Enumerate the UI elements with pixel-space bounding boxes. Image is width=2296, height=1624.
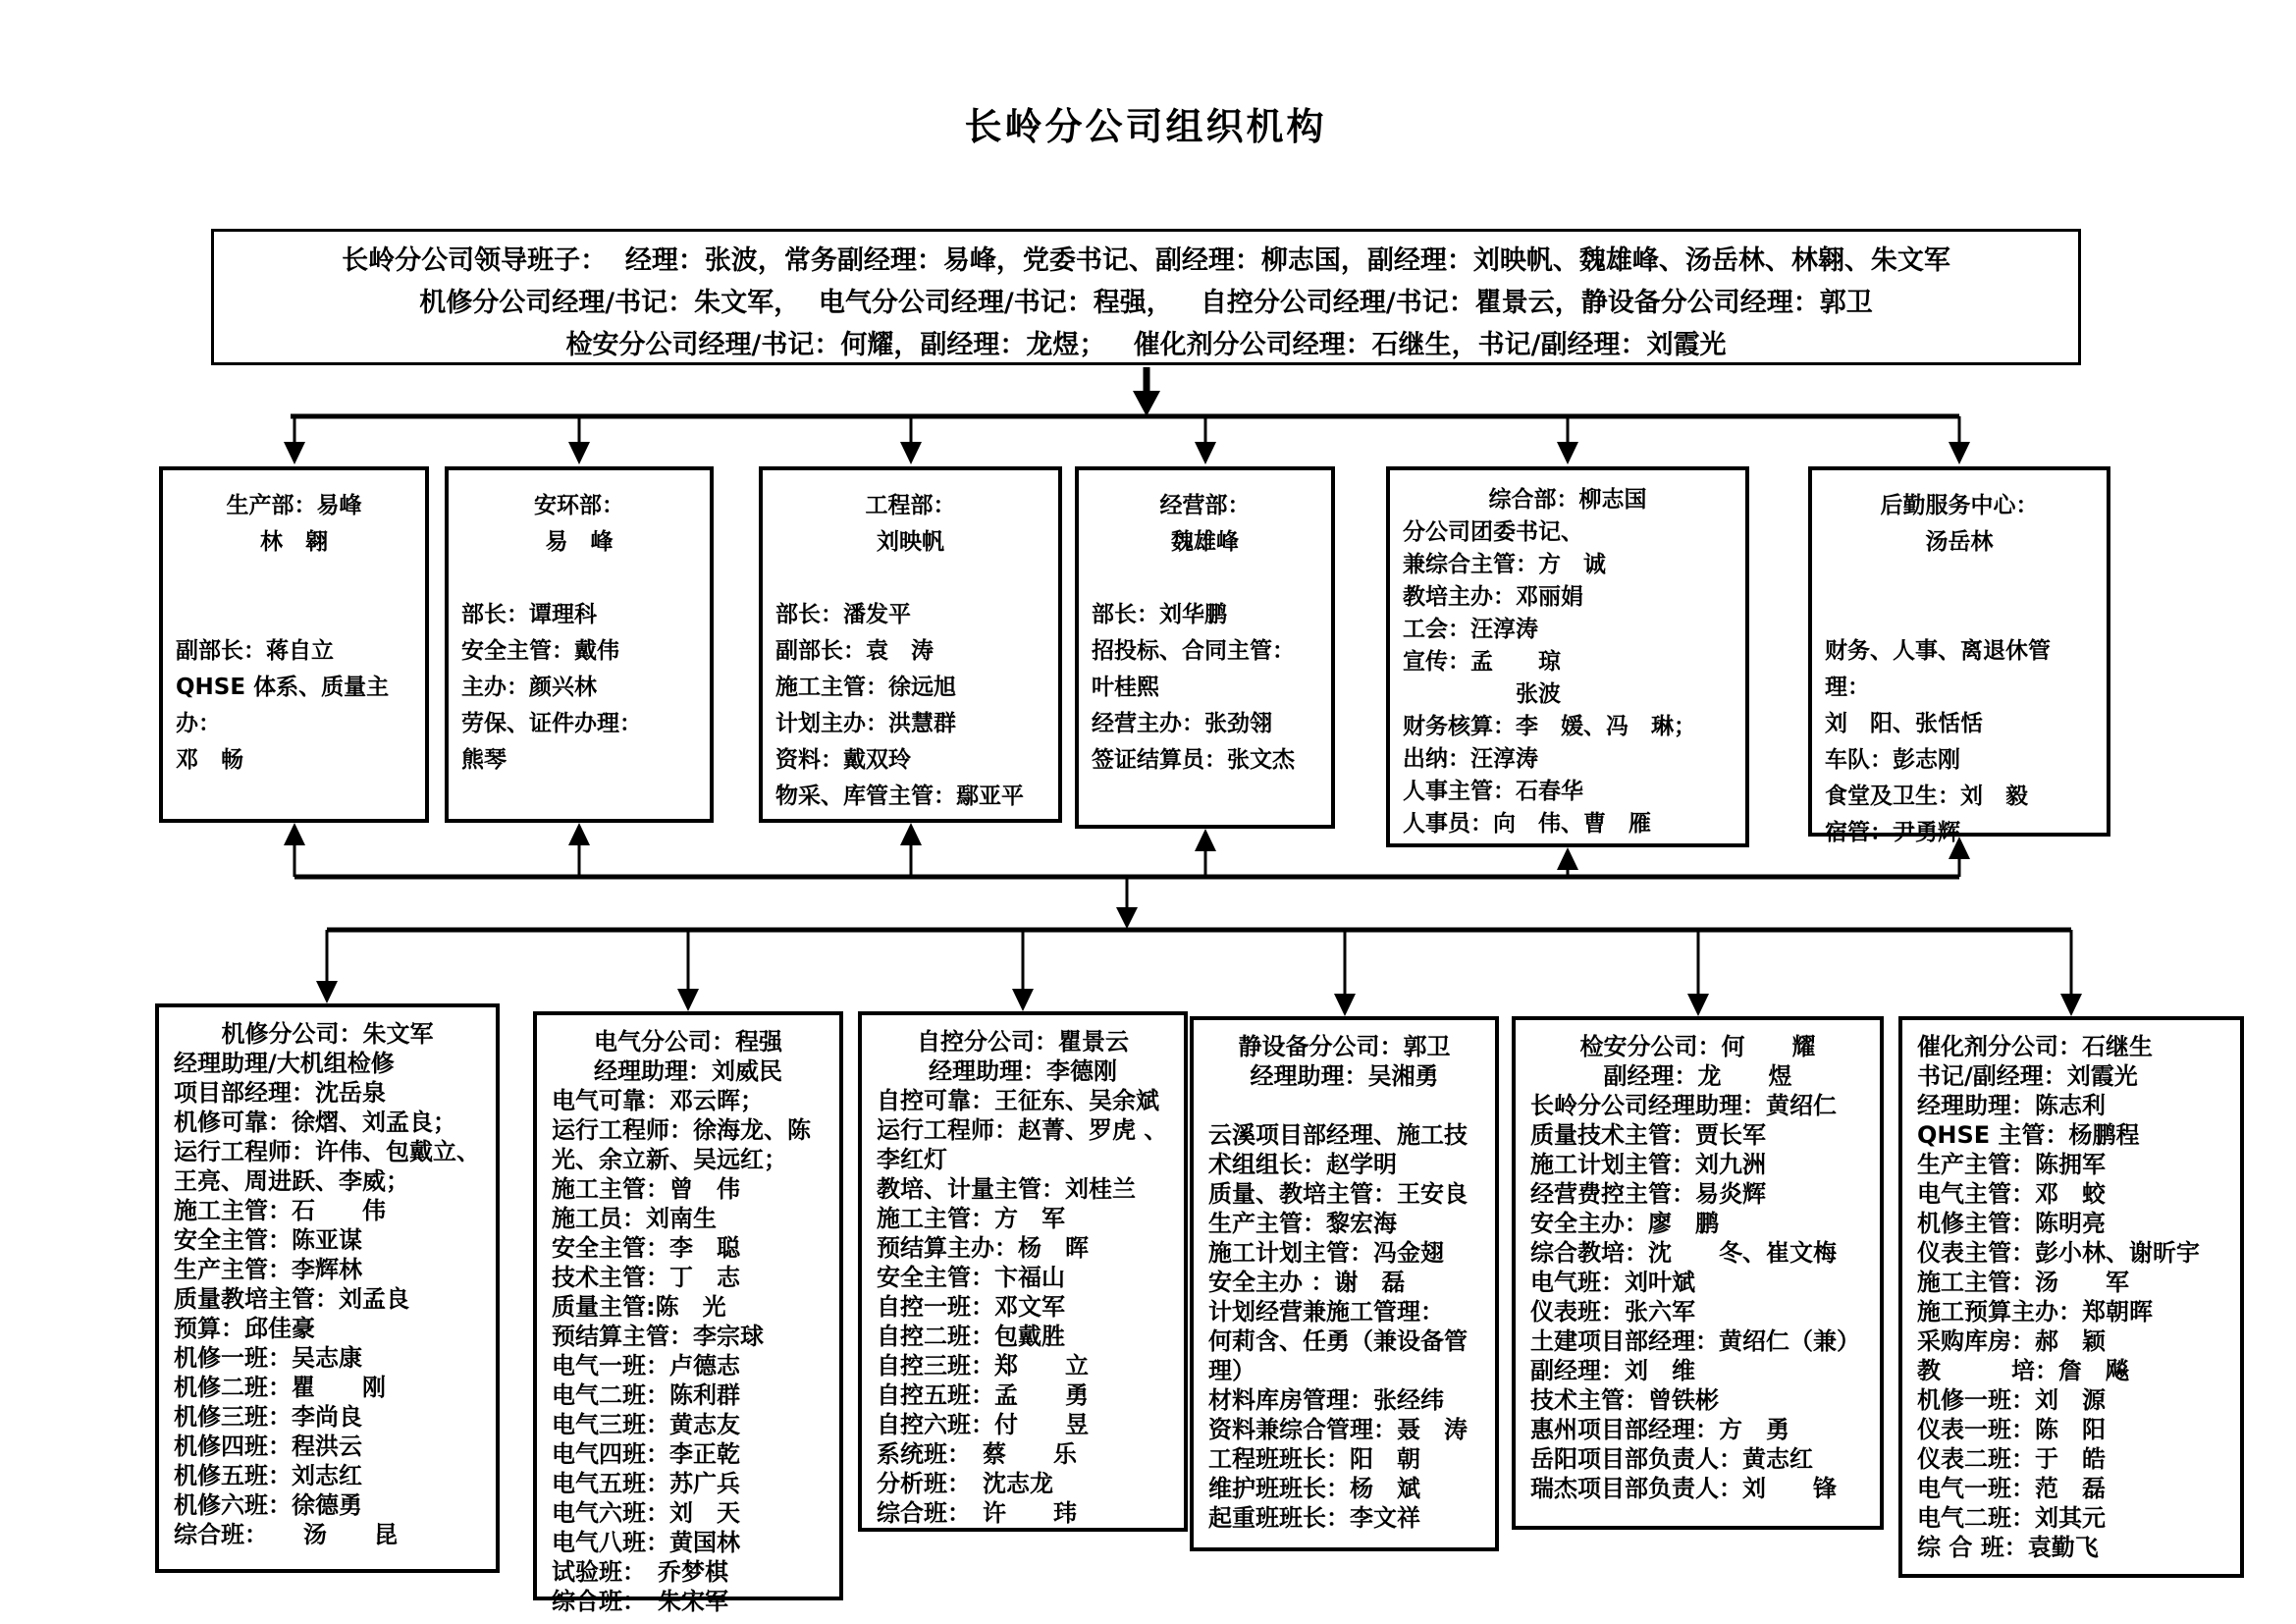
leadership-text bbox=[214, 240, 2078, 366]
dept-box-operations bbox=[1075, 466, 1335, 829]
text-line: 招投标、合同主管： bbox=[1092, 638, 1295, 664]
text-line: 安全主办：廖 鹏 bbox=[1530, 1210, 1719, 1237]
text-line: 人事员：向 伟、曹 雁 bbox=[1403, 811, 1651, 837]
text-line: 安全主管：卞福山 bbox=[877, 1264, 1065, 1291]
text-line: 资料兼综合管理：聂 涛 bbox=[1208, 1416, 1468, 1443]
text-line: 兼综合主管：方 诚 bbox=[1403, 552, 1606, 577]
dept-box-body bbox=[1092, 561, 1318, 779]
text-line: 电气八班：黄国林 bbox=[552, 1529, 740, 1556]
text-line: 电气一班：卢德志 bbox=[552, 1352, 740, 1380]
text-line: 分析班： 沈志龙 bbox=[877, 1470, 1053, 1497]
text-line: 岳阳项目部负责人：黄志红 bbox=[1530, 1445, 1813, 1473]
text-line: 魏雄峰 bbox=[1171, 529, 1239, 555]
text-line: 财务、人事、离退休管理： bbox=[1825, 638, 2051, 700]
rail-b-to-c-arrow bbox=[1116, 877, 1138, 929]
text-line: 电气可靠：邓云晖； bbox=[552, 1087, 764, 1114]
text-line: 计划主办：洪慧群 bbox=[775, 711, 956, 736]
text-line: 材料库房管理：张经纬 bbox=[1208, 1386, 1444, 1414]
text-line: 何莉含、任勇（兼设备管 bbox=[1208, 1327, 1468, 1355]
dept-box-logistics-center bbox=[1808, 466, 2110, 845]
text-line bbox=[1825, 597, 2094, 633]
text-line: 经营部： bbox=[1159, 493, 1251, 518]
text-line: 长岭分公司经理助理：黄绍仁 bbox=[1530, 1092, 1837, 1119]
branch-box-title bbox=[877, 1027, 1169, 1086]
text-line: 熊琴 bbox=[461, 747, 507, 773]
text-line: 安全主管：戴伟 bbox=[461, 638, 619, 664]
text-line: 系统班： 蔡 乐 bbox=[877, 1440, 1077, 1468]
text-line: 车队：彭志刚 bbox=[1825, 747, 1960, 773]
text-line: 王亮、周进跃、李威； bbox=[174, 1167, 409, 1195]
text-line: 施工主管：石 伟 bbox=[174, 1197, 386, 1224]
text-line: 易 峰 bbox=[545, 529, 614, 555]
text-line: 机修可靠：徐熠、刘孟良； bbox=[174, 1109, 456, 1136]
text-line: 后勤服务中心： bbox=[1880, 493, 2039, 518]
text-line: 静设备分公司：郭卫 bbox=[1238, 1033, 1451, 1060]
text-line: 电气三班：黄志友 bbox=[552, 1411, 740, 1438]
text-line: 机修主管：陈明亮 bbox=[1917, 1210, 2106, 1237]
text-line: 电气六班：刘 天 bbox=[552, 1499, 740, 1527]
text-line: 电气班：刘叶斌 bbox=[1530, 1269, 1695, 1296]
text-line: 自控三班：郑 立 bbox=[877, 1352, 1089, 1380]
text-line: 宿管：尹勇辉 bbox=[1825, 820, 1960, 845]
text-line: 安全主办 ：谢 磊 bbox=[1208, 1269, 1406, 1296]
text-line: 安环部： bbox=[534, 493, 624, 518]
text-line: 刘 阳、张恬恬 bbox=[1825, 711, 1983, 736]
text-line: 人事主管：石春华 bbox=[1403, 779, 1583, 804]
text-line: 分公司团委书记、 bbox=[1403, 519, 1583, 545]
text-line: 施工员：刘南生 bbox=[552, 1205, 717, 1232]
dept-box-body bbox=[1825, 561, 2094, 851]
branch-box-title bbox=[1530, 1032, 1865, 1091]
text-line: 财务核算：李 媛、冯 琳； bbox=[1403, 714, 1696, 739]
dept-box-title bbox=[1825, 488, 2094, 561]
text-line: 电气一班：范 磊 bbox=[1917, 1475, 2106, 1502]
text-line: 张波 bbox=[1403, 681, 1561, 707]
branch-box-title bbox=[1917, 1032, 2225, 1061]
branch-box-body bbox=[1530, 1091, 1865, 1503]
dept-box-body bbox=[461, 561, 697, 779]
text-line: 施工主管：徐远旭 bbox=[775, 675, 956, 700]
text-line: 综合班： 朱宋军 bbox=[552, 1588, 728, 1615]
rail-a-drop-arrows bbox=[284, 416, 1970, 464]
text-line: 检安分公司经理/书记：何耀，副经理：龙煜； 催化剂分公司经理：石继生，书记/副经理：刘霞光 bbox=[565, 330, 1727, 360]
branch-box-body bbox=[552, 1086, 825, 1616]
page-title: 长岭分公司组织机构 bbox=[964, 105, 1327, 148]
text-line: 综合班： 汤 昆 bbox=[174, 1521, 398, 1548]
text-line: 机修一班：刘 源 bbox=[1917, 1386, 2106, 1414]
text-line: 机修二班：瞿 刚 bbox=[174, 1374, 386, 1401]
text-line: 施工预算主办：郑朝晖 bbox=[1917, 1298, 2153, 1326]
text-line: 签证结算员：张文杰 bbox=[1092, 747, 1295, 773]
text-line: 李红灯 bbox=[877, 1146, 947, 1173]
text-line bbox=[461, 561, 697, 597]
text-line: 采购库房：郝 颖 bbox=[1917, 1327, 2106, 1355]
text-line: 电气四班：李正乾 bbox=[552, 1440, 740, 1468]
text-line bbox=[1208, 1091, 1480, 1120]
text-line: 劳保、证件办理： bbox=[461, 711, 642, 736]
text-line: 项目部经理：沈岳泉 bbox=[174, 1079, 386, 1107]
text-line: 试验班： 乔梦棋 bbox=[552, 1558, 728, 1586]
text-line: 检安分公司：何 耀 bbox=[1579, 1033, 1816, 1060]
text-line: 工会：汪淳涛 bbox=[1403, 617, 1538, 642]
text-line: 经理助理：刘威民 bbox=[594, 1057, 782, 1085]
text-line: 副经理：刘 维 bbox=[1530, 1357, 1695, 1384]
dept-box-title bbox=[176, 488, 412, 561]
dept-box-production bbox=[159, 466, 429, 823]
text-line: 施工主管：汤 军 bbox=[1917, 1269, 2129, 1296]
text-line: 催化剂分公司：石继生 bbox=[1917, 1033, 2153, 1060]
text-line: 自控分公司：瞿景云 bbox=[917, 1028, 1129, 1056]
text-line: 自控可靠：王征东、吴余斌 bbox=[877, 1087, 1159, 1114]
branch-box-static-equipment bbox=[1190, 1016, 1499, 1551]
text-line: 电气二班：刘其元 bbox=[1917, 1504, 2106, 1532]
branch-box-mechanical-repair bbox=[155, 1003, 500, 1573]
text-line: 自控五班：孟 勇 bbox=[877, 1381, 1089, 1409]
text-line: 出纳：汪淳涛 bbox=[1403, 746, 1538, 772]
text-line: 质量、教培主管：王安良 bbox=[1208, 1180, 1468, 1208]
text-line: 资料：戴双玲 bbox=[775, 747, 911, 773]
text-line: 经理助理：陈志利 bbox=[1917, 1092, 2106, 1119]
text-line: 工程班班长：阳 朝 bbox=[1208, 1445, 1420, 1473]
text-line: 机修一班：吴志康 bbox=[174, 1344, 362, 1372]
dept-box-title bbox=[1092, 488, 1318, 561]
branch-box-title bbox=[174, 1019, 481, 1049]
text-line: 经理助理：李德刚 bbox=[929, 1057, 1117, 1085]
text-line: 部长：刘华鹏 bbox=[1092, 602, 1227, 627]
text-line bbox=[775, 561, 1045, 597]
branch-box-instrument-control bbox=[858, 1011, 1188, 1532]
text-line: QHSE 体系、质量主办： bbox=[176, 675, 390, 736]
branch-box-inspection-safety bbox=[1512, 1016, 1884, 1530]
text-line: 部长：谭理科 bbox=[461, 602, 597, 627]
text-line: 电气主管：邓 蛟 bbox=[1917, 1180, 2106, 1208]
dept-box-general-affairs bbox=[1386, 466, 1749, 847]
text-line: 质量主管:陈 光 bbox=[552, 1293, 726, 1321]
text-line: 施工主管：曾 伟 bbox=[552, 1175, 740, 1203]
text-line: 生产部：易峰 bbox=[226, 493, 362, 518]
text-line: 刘映帆 bbox=[877, 529, 944, 555]
text-line: 生产主管：黎宏海 bbox=[1208, 1210, 1397, 1237]
text-line: 综合班： 许 玮 bbox=[877, 1499, 1077, 1527]
text-line: 预结算主办：杨 晖 bbox=[877, 1234, 1089, 1262]
text-line: 仪表二班：于 皓 bbox=[1917, 1445, 2106, 1473]
text-line: 综合部：柳志国 bbox=[1488, 487, 1647, 513]
text-line: 运行工程师：徐海龙、陈 bbox=[552, 1116, 811, 1144]
text-line: 汤岳林 bbox=[1925, 529, 1994, 555]
text-line: 自控一班：邓文军 bbox=[877, 1293, 1065, 1321]
text-line: 经营费控主管：易炎辉 bbox=[1530, 1180, 1766, 1208]
text-line: 食堂及卫生：刘 毅 bbox=[1825, 784, 2028, 809]
text-line: 副部长：袁 涛 bbox=[775, 638, 934, 664]
dept-box-title bbox=[775, 488, 1045, 561]
text-line: QHSE 主管：杨鹏程 bbox=[1917, 1121, 2140, 1149]
text-line: 光、余立新、吴远红； bbox=[552, 1146, 787, 1173]
text-line: 机修三班：李尚良 bbox=[174, 1403, 362, 1431]
text-line: 副部长：蒋自立 bbox=[176, 638, 334, 664]
text-line: 施工计划主管：冯金翅 bbox=[1208, 1239, 1444, 1267]
text-line: 土建项目部经理：黄绍仁（兼） bbox=[1530, 1327, 1860, 1355]
text-line: 主办：颜兴林 bbox=[461, 675, 597, 700]
text-line: 叶桂熙 bbox=[1092, 675, 1159, 700]
text-line: 云溪项目部经理、施工技 bbox=[1208, 1121, 1468, 1149]
branch-box-electrical bbox=[533, 1011, 843, 1615]
dept-box-title bbox=[461, 488, 697, 561]
text-line: 安全主管：陈亚谋 bbox=[174, 1226, 362, 1254]
text-line: 起重班班长：李文祥 bbox=[1208, 1504, 1420, 1532]
text-line: 维护班班长：杨 斌 bbox=[1208, 1475, 1420, 1502]
text-line: 书记/副经理：刘霞光 bbox=[1917, 1062, 2138, 1090]
branch-box-title bbox=[1208, 1032, 1480, 1091]
text-line: 仪表主管：彭小林、谢昕宇 bbox=[1917, 1239, 2200, 1267]
text-line: 生产主管：陈拥军 bbox=[1917, 1151, 2106, 1178]
text-line: 技术主管：曾铁彬 bbox=[1530, 1386, 1719, 1414]
text-line: 施工主管：方 军 bbox=[877, 1205, 1065, 1232]
text-line: 运行工程师：赵菁、罗虎 、 bbox=[877, 1116, 1168, 1144]
branch-box-body bbox=[877, 1086, 1169, 1528]
text-line: 电气二班：陈利群 bbox=[552, 1381, 740, 1409]
text-line: 安全主管：李 聪 bbox=[552, 1234, 740, 1262]
text-line: 林 翱 bbox=[260, 529, 328, 555]
branch-box-catalyst bbox=[1898, 1016, 2244, 1578]
text-line: 惠州项目部经理：方 勇 bbox=[1530, 1416, 1789, 1443]
text-line: 仪表一班：陈 阳 bbox=[1917, 1416, 2106, 1443]
dept-box-body bbox=[775, 561, 1045, 815]
text-line: 经理助理：吴湘勇 bbox=[1250, 1062, 1439, 1090]
text-line: 机修分公司：朱文军 bbox=[221, 1020, 434, 1048]
text-line: 质量教培主管：刘孟良 bbox=[174, 1285, 409, 1313]
dept-box-body bbox=[176, 561, 412, 779]
dept-box-safety-environment bbox=[445, 466, 714, 823]
rail-c-drop-arrows bbox=[316, 930, 2082, 1016]
text-line bbox=[1825, 561, 2094, 597]
text-line: 施工计划主管：刘九洲 bbox=[1530, 1151, 1766, 1178]
branch-box-body bbox=[174, 1049, 481, 1549]
text-line: 经营主办：张劲翎 bbox=[1092, 711, 1272, 736]
dept-box-engineering bbox=[759, 466, 1062, 823]
leadership-box bbox=[211, 229, 2081, 365]
text-line: 机修五班：刘志红 bbox=[174, 1462, 362, 1489]
text-line: 生产主管：李辉林 bbox=[174, 1256, 362, 1283]
text-line: 理） bbox=[1208, 1357, 1255, 1384]
text-line: 物采、库管主管：鄢亚平 bbox=[775, 784, 1024, 809]
text-line: 副经理：龙 煜 bbox=[1603, 1062, 1792, 1090]
top-down-arrow bbox=[1133, 367, 1160, 416]
text-line: 自控六班：付 昱 bbox=[877, 1411, 1089, 1438]
text-line: 宣传：孟 琼 bbox=[1403, 649, 1561, 675]
text-line: 机修分公司经理/书记：朱文军， 电气分公司经理/书记：程强， 自控分公司经理/书记：瞿景云，静设备分公司经理：郭卫 bbox=[419, 288, 1873, 318]
dept-box-body bbox=[1403, 516, 1733, 840]
text-line: 质量技术主管：贾长军 bbox=[1530, 1121, 1766, 1149]
text-line: 部长：潘发平 bbox=[775, 602, 911, 627]
text-line: 仪表班：张六军 bbox=[1530, 1298, 1695, 1326]
text-line: 综 合 班：袁勤飞 bbox=[1917, 1534, 2099, 1561]
dept-box-title bbox=[1403, 484, 1733, 516]
text-line: 教培主办：邓丽娟 bbox=[1403, 584, 1583, 610]
text-line: 教 培：詹 飚 bbox=[1917, 1357, 2129, 1384]
branch-box-title bbox=[552, 1027, 825, 1086]
text-line: 经理助理/大机组检修 bbox=[174, 1050, 395, 1077]
text-line: 预算：邱佳豪 bbox=[174, 1315, 315, 1342]
text-line bbox=[176, 561, 412, 597]
text-line: 电气分公司：程强 bbox=[594, 1028, 782, 1056]
text-line: 电气五班：苏广兵 bbox=[552, 1470, 740, 1497]
text-line: 教培、计量主管：刘桂兰 bbox=[877, 1175, 1136, 1203]
text-line: 邓 畅 bbox=[176, 747, 243, 773]
text-line: 技术主管：丁 志 bbox=[552, 1264, 740, 1291]
branch-box-body bbox=[1917, 1061, 2225, 1562]
text-line: 自控二班：包戴胜 bbox=[877, 1323, 1065, 1350]
text-line: 预结算主管：李宗球 bbox=[552, 1323, 764, 1350]
text-line: 计划经营兼施工管理： bbox=[1208, 1298, 1444, 1326]
text-line: 综合教培：沈 冬、崔文梅 bbox=[1530, 1239, 1837, 1267]
text-line bbox=[1092, 561, 1318, 597]
branch-box-body bbox=[1208, 1091, 1480, 1533]
text-line: 工程部： bbox=[865, 493, 956, 518]
text-line: 机修四班：程洪云 bbox=[174, 1433, 362, 1460]
text-line: 运行工程师：许伟、包戴立、 bbox=[174, 1138, 480, 1165]
text-line: 机修六班：徐德勇 bbox=[174, 1491, 362, 1519]
text-line bbox=[176, 597, 412, 633]
text-line: 长岭分公司领导班子： 经理：张波，常务副经理：易峰，党委书记、副经理：柳志国，副经理：刘映帆、魏雄峰、汤岳林、林翱、朱文军 bbox=[342, 245, 1950, 276]
text-line: 瑞杰项目部负责人：刘 锋 bbox=[1530, 1475, 1837, 1502]
text-line: 术组组长：赵学明 bbox=[1208, 1151, 1397, 1178]
